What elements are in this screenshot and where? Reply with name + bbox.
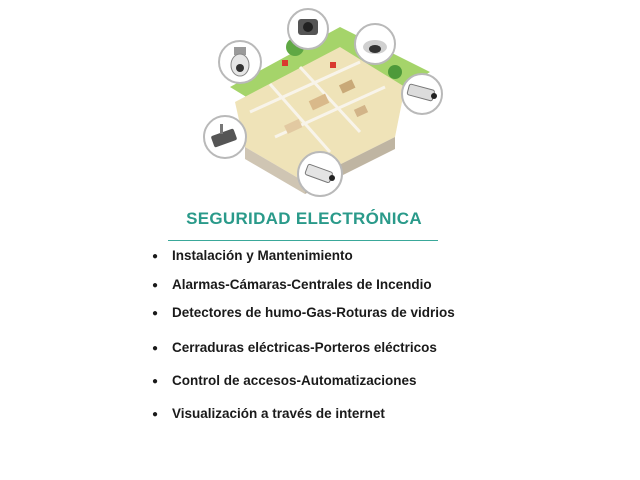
list-item — [152, 340, 437, 355]
camera-bubble-top — [288, 9, 328, 49]
bullet-icon: ● — [152, 280, 159, 291]
list-item-label: Instalación y Mantenimiento — [172, 248, 353, 263]
bullet-icon: ● — [152, 343, 159, 354]
list-item — [152, 406, 385, 421]
list-item — [152, 248, 353, 263]
accent — [282, 60, 288, 66]
bullet-camera-bubble-right — [402, 74, 442, 114]
bullet-icon: ● — [152, 251, 159, 262]
bullet-icon: ● — [152, 409, 159, 420]
list-item-label: Control de accesos-Automatizaciones — [172, 373, 417, 388]
list-item — [152, 305, 455, 320]
bullet-icon: ● — [152, 376, 159, 387]
list-item-label: Cerraduras eléctricas-Porteros eléctricos — [172, 340, 437, 355]
title-underline — [168, 240, 438, 241]
dome-camera-bubble — [355, 24, 395, 64]
ptz-camera-bubble — [219, 41, 261, 83]
house-security-illustration — [190, 2, 450, 200]
list-item-label: Alarmas-Cámaras-Centrales de Incendio — [172, 277, 432, 292]
box-camera-bubble-left — [204, 116, 246, 158]
bullet-camera-bubble-bottom — [298, 152, 342, 196]
bullet-icon: ● — [152, 308, 159, 319]
list-item — [152, 373, 417, 388]
section-title: SEGURIDAD ELECTRÓNICA — [186, 209, 422, 228]
list-item — [152, 277, 432, 292]
list-item-label: Visualización a través de internet — [172, 406, 385, 421]
accent — [330, 62, 336, 68]
tree — [388, 65, 402, 79]
list-item-label: Detectores de humo-Gas-Roturas de vidrios — [172, 305, 455, 320]
